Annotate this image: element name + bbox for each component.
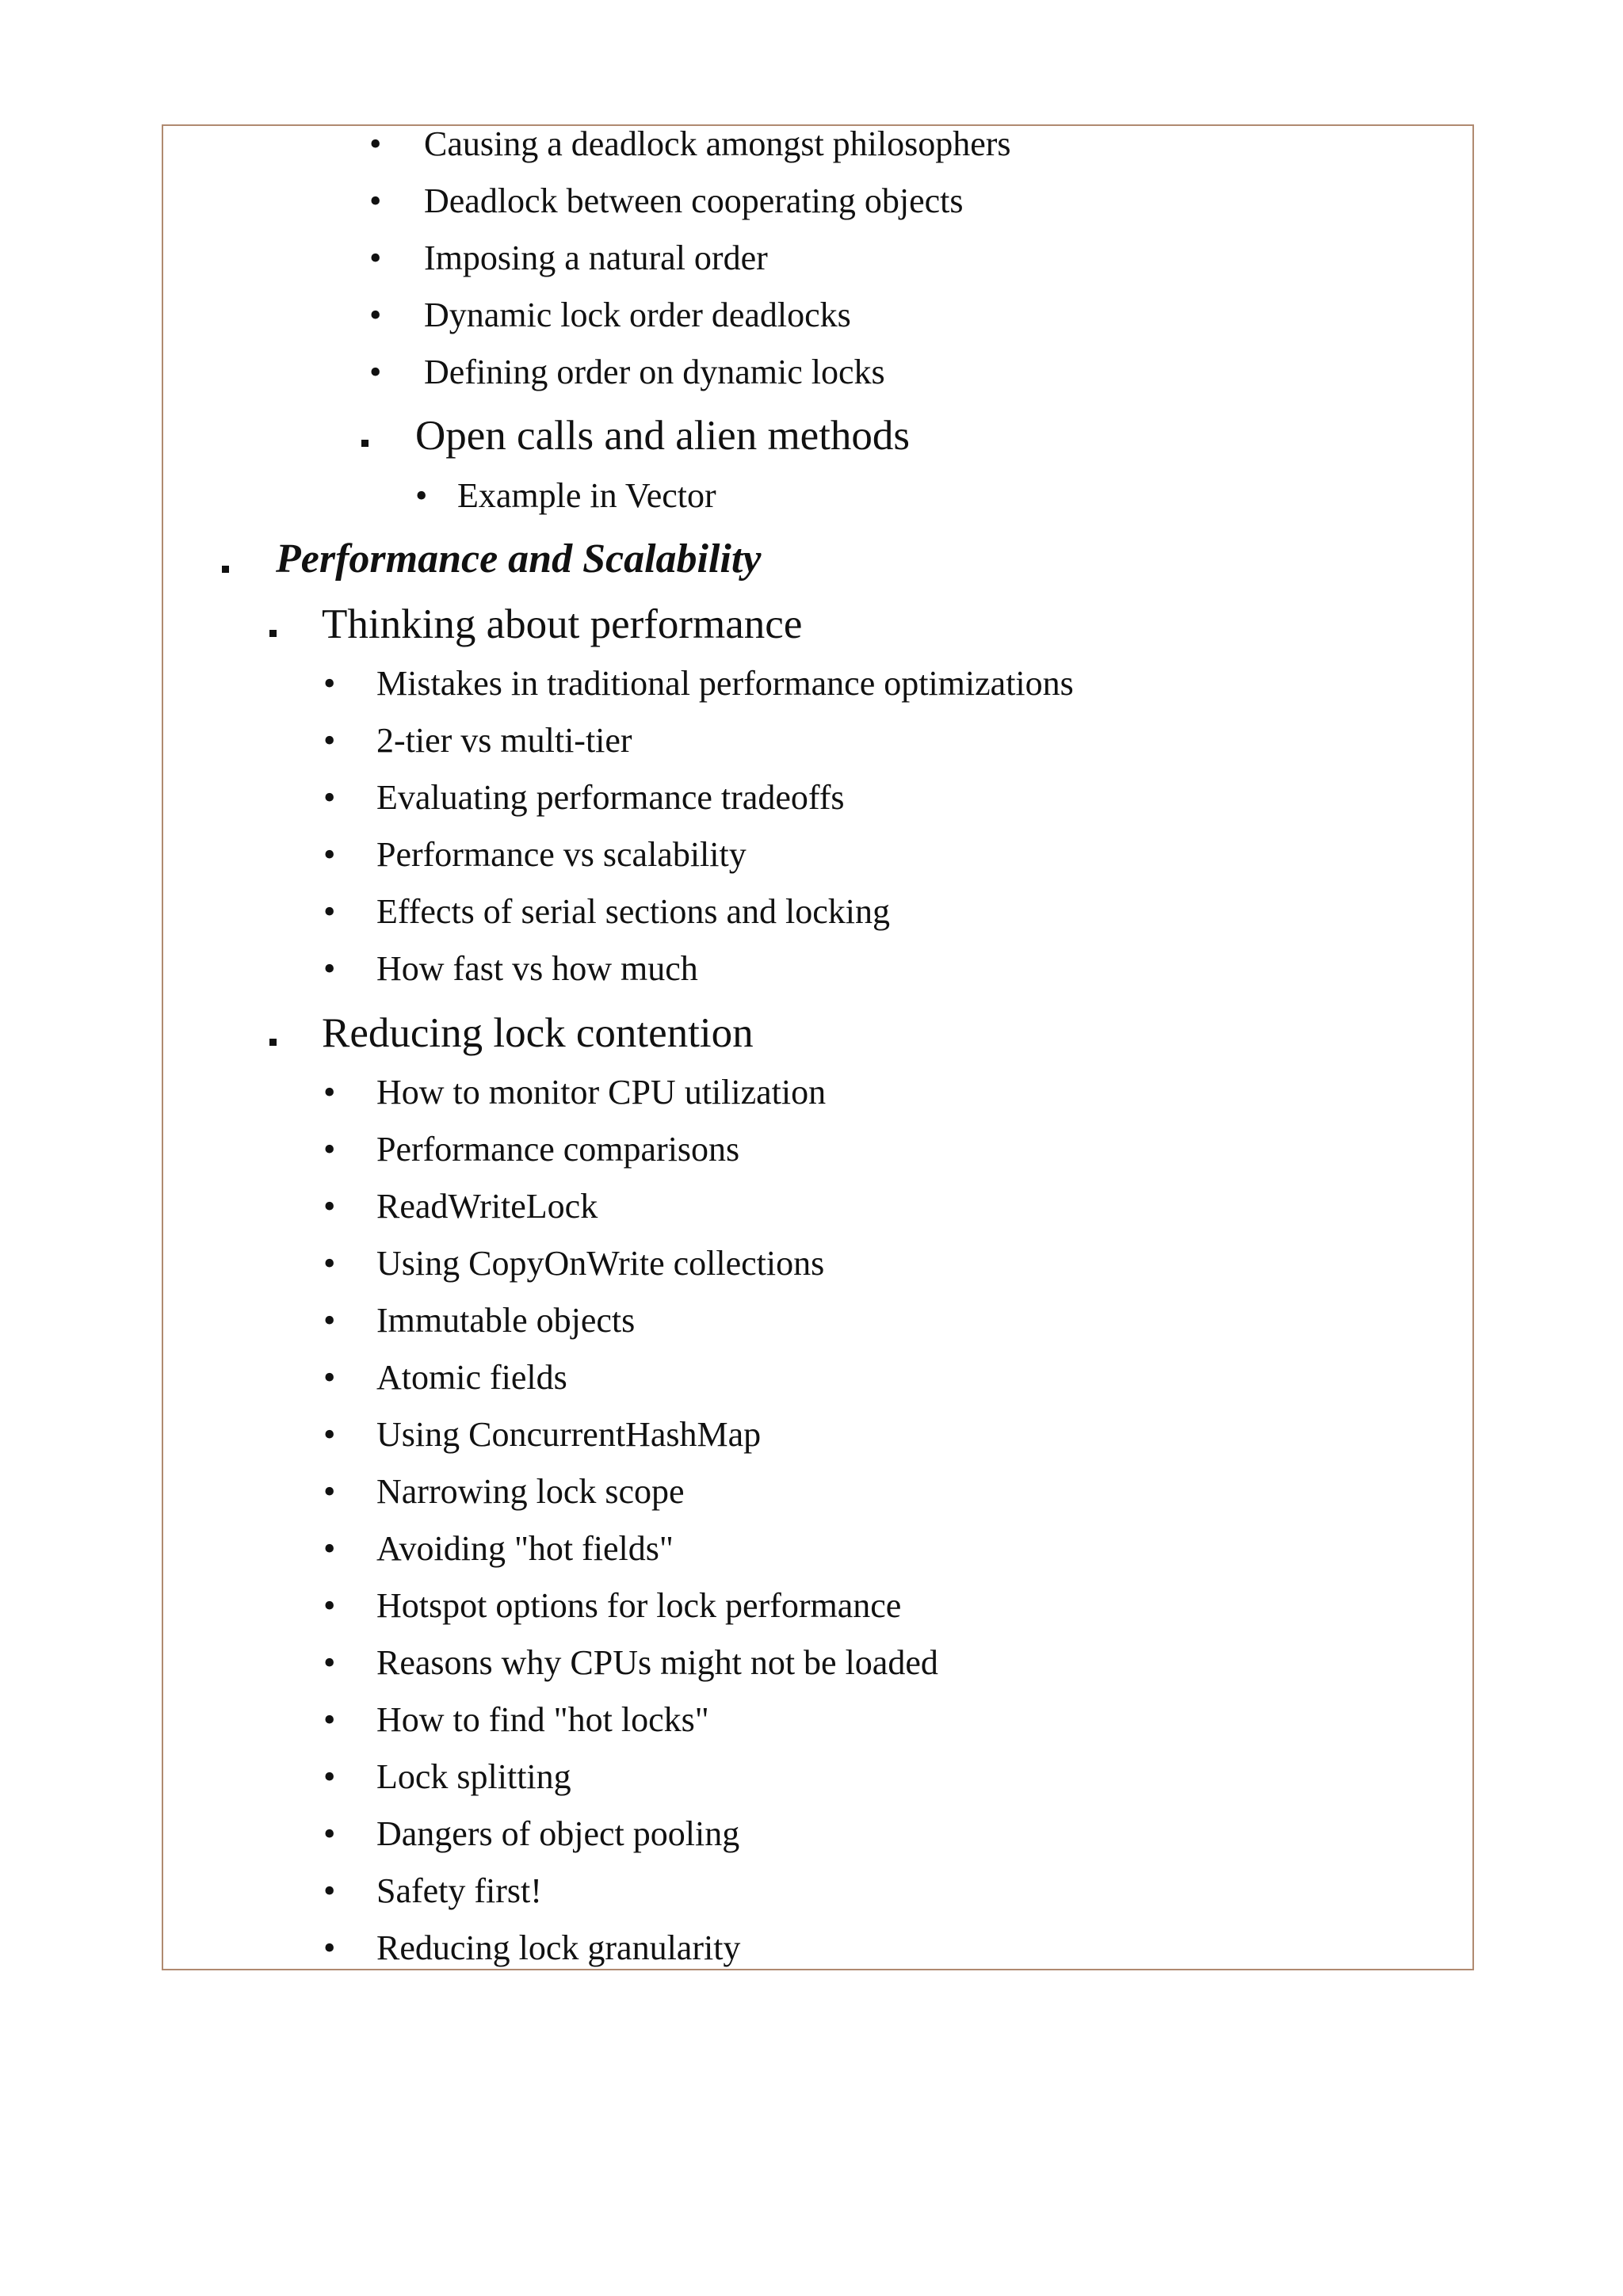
outline-item: Hotspot options for lock performance [376,1586,902,1625]
outline-item: Safety first! [376,1871,542,1910]
bullet-icon: • [323,664,336,703]
bullet-icon: • [323,1358,336,1397]
bullet-icon: • [323,1415,336,1454]
outline-item: Mistakes in traditional performance optimizations [376,664,1074,703]
outline-item: 2-tier vs multi-tier [376,721,632,760]
outline-item: Deadlock between cooperating objects [424,181,964,220]
outline-item: Dangers of object pooling [376,1814,740,1853]
bullet-icon: • [323,1643,336,1682]
outline-item: How to monitor CPU utilization [376,1073,827,1112]
bullet-icon: • [323,1700,336,1739]
outline-item: Defining order on dynamic locks [424,353,885,391]
bullet-icon: • [369,238,382,277]
outline-item: ReadWriteLock [376,1187,598,1226]
outline-item: How fast vs how much [376,949,698,988]
bullet-icon: • [323,1529,336,1568]
bullet-icon: • [323,1472,336,1511]
outline-item: Using CopyOnWrite collections [376,1244,825,1283]
outline-item: Performance vs scalability [376,835,747,874]
square-bullet-icon [222,566,229,573]
bullet-icon: • [369,353,382,391]
outline-item: Evaluating performance tradeoffs [376,778,845,817]
outline-item: Reducing lock granularity [376,1928,741,1967]
bullet-icon: • [323,1244,336,1283]
bullet-icon: • [415,476,428,515]
bullet-icon: • [323,721,336,760]
bullet-icon: • [323,1814,336,1853]
bullet-icon: • [323,892,336,931]
square-bullet-icon [269,630,277,637]
bullet-icon: • [323,1301,336,1340]
bullet-icon: • [323,1871,336,1910]
bullet-icon: • [323,1586,336,1625]
bullet-icon: • [323,1130,336,1169]
bullet-icon: • [369,124,382,163]
outline-item: Lock splitting [376,1757,571,1796]
outline-item: Narrowing lock scope [376,1472,685,1511]
outline-item: Performance comparisons [376,1130,740,1169]
outline-item: Example in Vector [457,476,716,515]
outline-item: Imposing a natural order [424,238,768,277]
subsection-title: Thinking about performance [322,601,803,647]
bullet-icon: • [323,1928,336,1967]
bullet-icon: • [323,949,336,988]
outline-item: Immutable objects [376,1301,636,1340]
bullet-icon: • [369,181,382,220]
section-title: Performance and Scalability [276,536,762,582]
outline-item: Dynamic lock order deadlocks [424,296,851,334]
bullet-icon: • [323,1187,336,1226]
bullet-icon: • [323,1073,336,1112]
square-bullet-icon [269,1039,277,1046]
bullet-icon: • [323,1757,336,1796]
outline-item: Using ConcurrentHashMap [376,1415,762,1454]
outline-item: Causing a deadlock amongst philosophers [424,124,1011,163]
subsection-title: Reducing lock contention [322,1010,754,1056]
outline-item: Reasons why CPUs might not be loaded [376,1643,938,1682]
subsection-title: Open calls and alien methods [415,413,911,459]
outline-item: Effects of serial sections and locking [376,892,890,931]
bullet-icon: • [369,296,382,334]
bullet-icon: • [323,835,336,874]
outline-item: Atomic fields [376,1358,567,1397]
outline-item: How to find "hot locks" [376,1700,709,1739]
outline-item: Avoiding "hot fields" [376,1529,674,1568]
bullet-icon: • [323,778,336,817]
square-bullet-icon [361,440,369,447]
